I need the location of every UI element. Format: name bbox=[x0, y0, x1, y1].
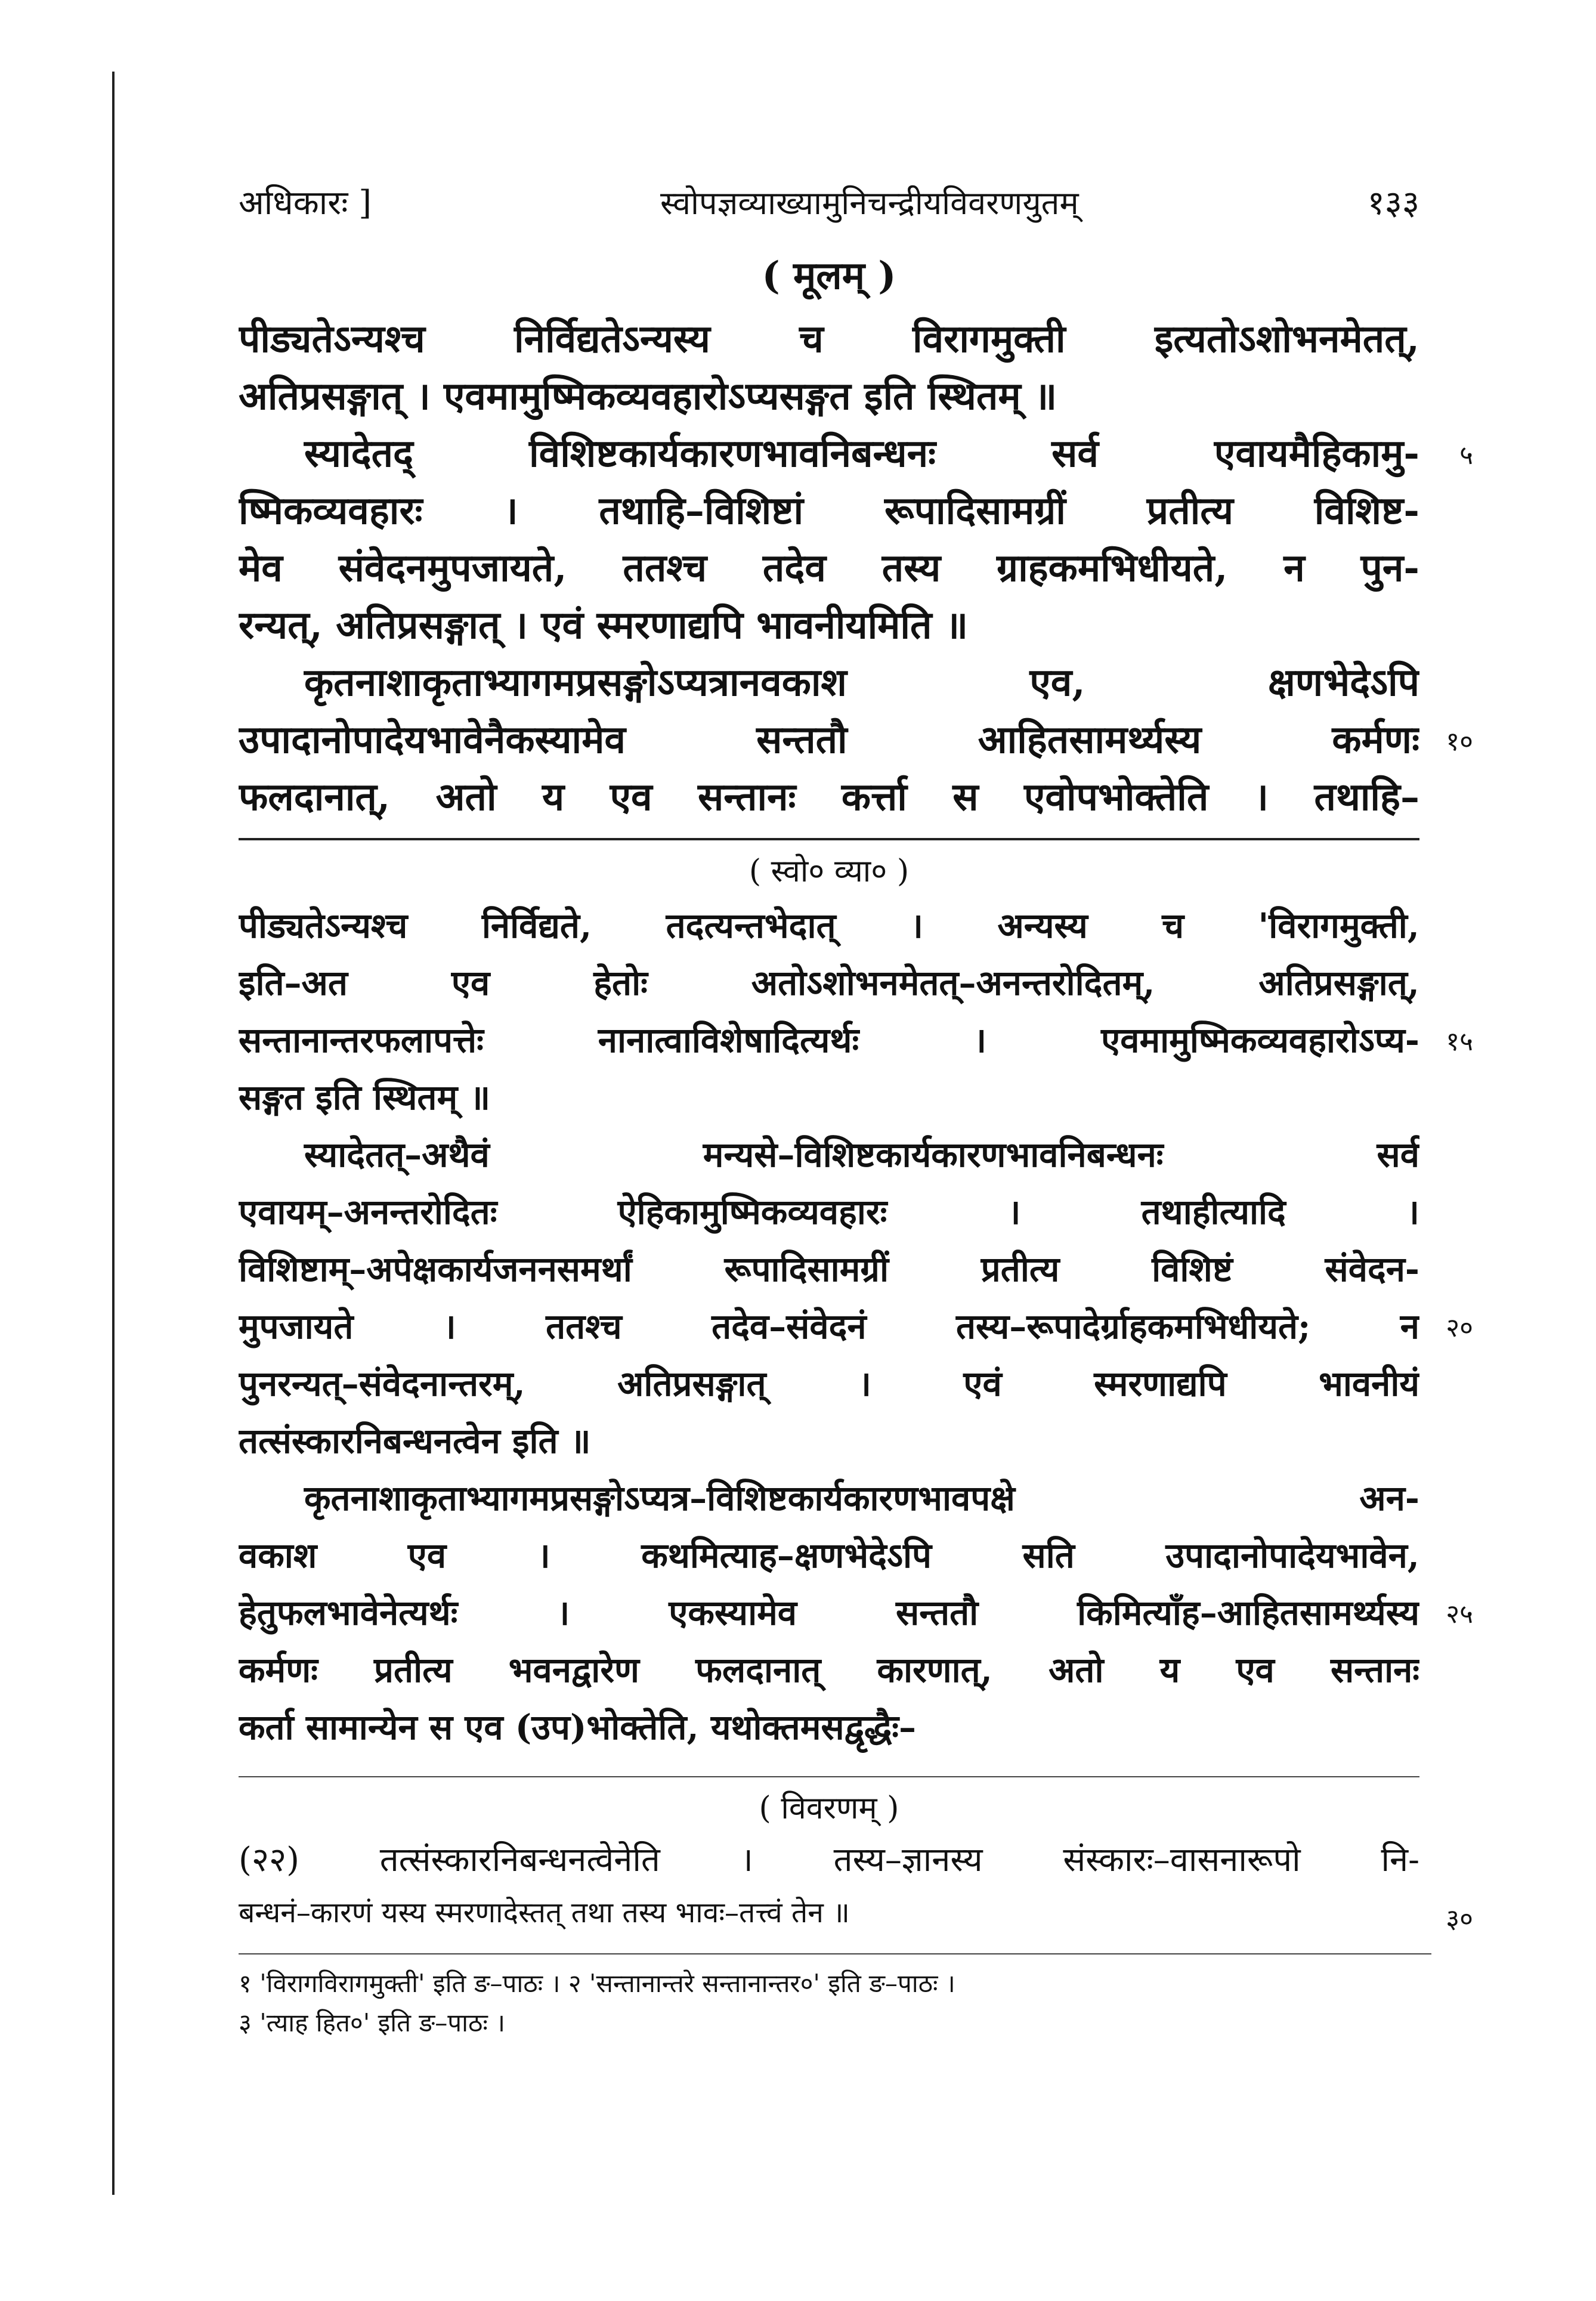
vivaranam-line: बन्धनं–कारणं यस्य स्मरणादेस्तत् तथा तस्य भावः–तत्त्वं तेन ॥ bbox=[239, 1896, 850, 1929]
mulam-line: कृतनाशाकृताभ्यागमप्रसङ्गोऽप्यत्रानवकाश एव, क्षणभेदेऽपि bbox=[304, 660, 1419, 705]
mulam-text bbox=[239, 311, 1473, 826]
commentary-line: तत्संस्कारनिबन्धनत्वेन इति ॥ bbox=[239, 1421, 591, 1461]
mulam-line: फलदानात्, अतो य एव सन्तानः कर्त्ता स एवोपभोक्तेति । तथाहि– bbox=[239, 775, 1419, 819]
mulam-line: मेव संवेदनमुपजायते, ततश्च तदेव तस्य ग्राहकमभिधीयते, न पुन- bbox=[239, 546, 1419, 590]
vivaranam-line: (२२) तत्संस्कारनिबन्धनत्वेनेति । तस्य–ज्ञानस्य संस्कारः–वासनारूपो नि- bbox=[239, 1841, 1419, 1879]
line-number: २५ bbox=[1446, 1599, 1473, 1629]
svo-vya-heading: ( स्वो० व्या० ) bbox=[748, 853, 910, 889]
line-number: १५ bbox=[1446, 1026, 1473, 1057]
section-divider bbox=[239, 1776, 1419, 1777]
mulam-line: रन्यत्, अतिप्रसङ्गात् । एवं स्मरणाद्यपि भावनीयमिति ॥ bbox=[239, 603, 969, 648]
line-number: ३० bbox=[1446, 1904, 1473, 1934]
mulam-heading: ( मूलम् ) bbox=[762, 253, 896, 298]
footnotes bbox=[239, 1964, 1419, 2043]
mulam-line: पीड्यतेऽन्यश्च निर्विद्यतेऽन्यस्य च विरागमुक्ती इत्यतोऽशोभनमेतत्, bbox=[239, 317, 1419, 361]
line-number: २० bbox=[1446, 1313, 1473, 1343]
commentary-line: विशिष्टाम्–अपेक्षकार्यजननसमर्थां रूपादिसामग्रीं प्रतीत्य विशिष्टं संवेदन- bbox=[239, 1249, 1419, 1289]
commentary-line: कर्ता सामान्येन स एव (उप)भोक्तेति, यथोक्तमसद्वृद्धैः– bbox=[239, 1707, 916, 1748]
commentary-line: सन्तानान्तरफलापत्तेः नानात्वाविशेषादित्यर्थः । एवमामुष्मिकव्यवहारोऽप्य- bbox=[239, 1020, 1419, 1060]
svo-vya-text bbox=[239, 897, 1473, 1756]
commentary-line: मुपजायते । ततश्च तदेव–संवेदनं तस्य–रूपादेर्ग्राहकमभिधीयते; न bbox=[239, 1306, 1419, 1347]
mulam-line-text: स्यादेतद् विशिष्टकार्यकारणभावनिबन्धनः सर्व एवायमैहिकामु- bbox=[304, 431, 1419, 476]
commentary-line: पुनरन्यत्–संवेदनान्तरम्, अतिप्रसङ्गात् । एवं स्मरणाद्यपि भावनीयं bbox=[239, 1363, 1419, 1404]
commentary-line: पीड्यतेऽन्यश्च निर्विद्यते, तदत्यन्तभेदात् । अन्यस्य च 'विरागमुक्ती, bbox=[239, 905, 1419, 946]
commentary-line: कृतनाशाकृताभ्यागमप्रसङ्गोऽप्यत्र–विशिष्टकार्यकारणभावपक्षे अन- bbox=[304, 1478, 1419, 1518]
running-head bbox=[239, 179, 1419, 224]
commentary-line: इति–अत एव हेतोः अतोऽशोभनमेतत्–अनन्तरोदितम्, अतिप्रसङ्गात्, bbox=[239, 963, 1419, 1003]
commentary-line: कर्मणः प्रतीत्य भवनद्वारेण फलदानात् कारणात्, अतो य एव सन्तानः bbox=[239, 1650, 1419, 1690]
commentary-line: स्यादेतत्–अथैवं मन्यसे–विशिष्टकार्यकारणभावनिबन्धनः सर्व bbox=[304, 1134, 1419, 1175]
margin-rule bbox=[112, 72, 115, 2195]
footnote-line: ३ 'त्याह हित०' इति ङ–पाठः । bbox=[239, 2008, 506, 2037]
footnote-divider bbox=[239, 1953, 1431, 1954]
mulam-line: उपादानोपादेयभावेनैकस्यामेव सन्ततौ आहितसामर्थ्यस्य कर्मणः bbox=[239, 717, 1419, 762]
commentary-line: हेतुफलभावेनेत्यर्थः । एकस्यामेव सन्ततौ किमित्याँह–आहितसामर्थ्यस्य bbox=[239, 1592, 1419, 1633]
mulam-line: ष्मिकव्यवहारः । तथाहि–विशिष्टां रूपादिसामग्रीं प्रतीत्य विशिष्ट- bbox=[239, 488, 1419, 533]
commentary-line: वकाश एव । कथमित्याह–क्षणभेदेऽपि सति उपादानोपादेयभावेन, bbox=[239, 1535, 1419, 1576]
vivaranam-text bbox=[239, 1834, 1473, 1939]
running-head-title: स्वोपज्ञव्याख्यामुनिचन्द्रीयविवरणयुतम् bbox=[660, 184, 1079, 222]
line-number: ५ bbox=[1459, 440, 1473, 471]
line-number: १० bbox=[1446, 726, 1473, 757]
mulam-line: अतिप्रसङ्गात् । एवमामुष्मिकव्यवहारोऽप्यसङ्गत इति स्थितम् ॥ bbox=[239, 374, 1057, 419]
vivaranam-heading: ( विवरणम् ) bbox=[759, 1790, 899, 1826]
section-divider bbox=[239, 838, 1419, 840]
mulam-line bbox=[239, 425, 1419, 483]
footnote-line: १ 'विरागविरागमुक्ती' इति ङ–पाठः । २ 'सन्तानान्तरे सन्तानान्तर०' इति ङ–पाठः । bbox=[239, 1969, 955, 1998]
running-head-left: अधिकारः ] bbox=[239, 184, 372, 222]
book-page bbox=[239, 179, 1473, 2043]
page-number: १३३ bbox=[1367, 184, 1419, 222]
commentary-line: एवायम्–अनन्तरोदितः ऐहिकामुष्मिकव्यवहारः । तथाहीत्यादि । bbox=[239, 1192, 1419, 1232]
commentary-line: सङ्गत इति स्थितम् ॥ bbox=[239, 1077, 491, 1118]
